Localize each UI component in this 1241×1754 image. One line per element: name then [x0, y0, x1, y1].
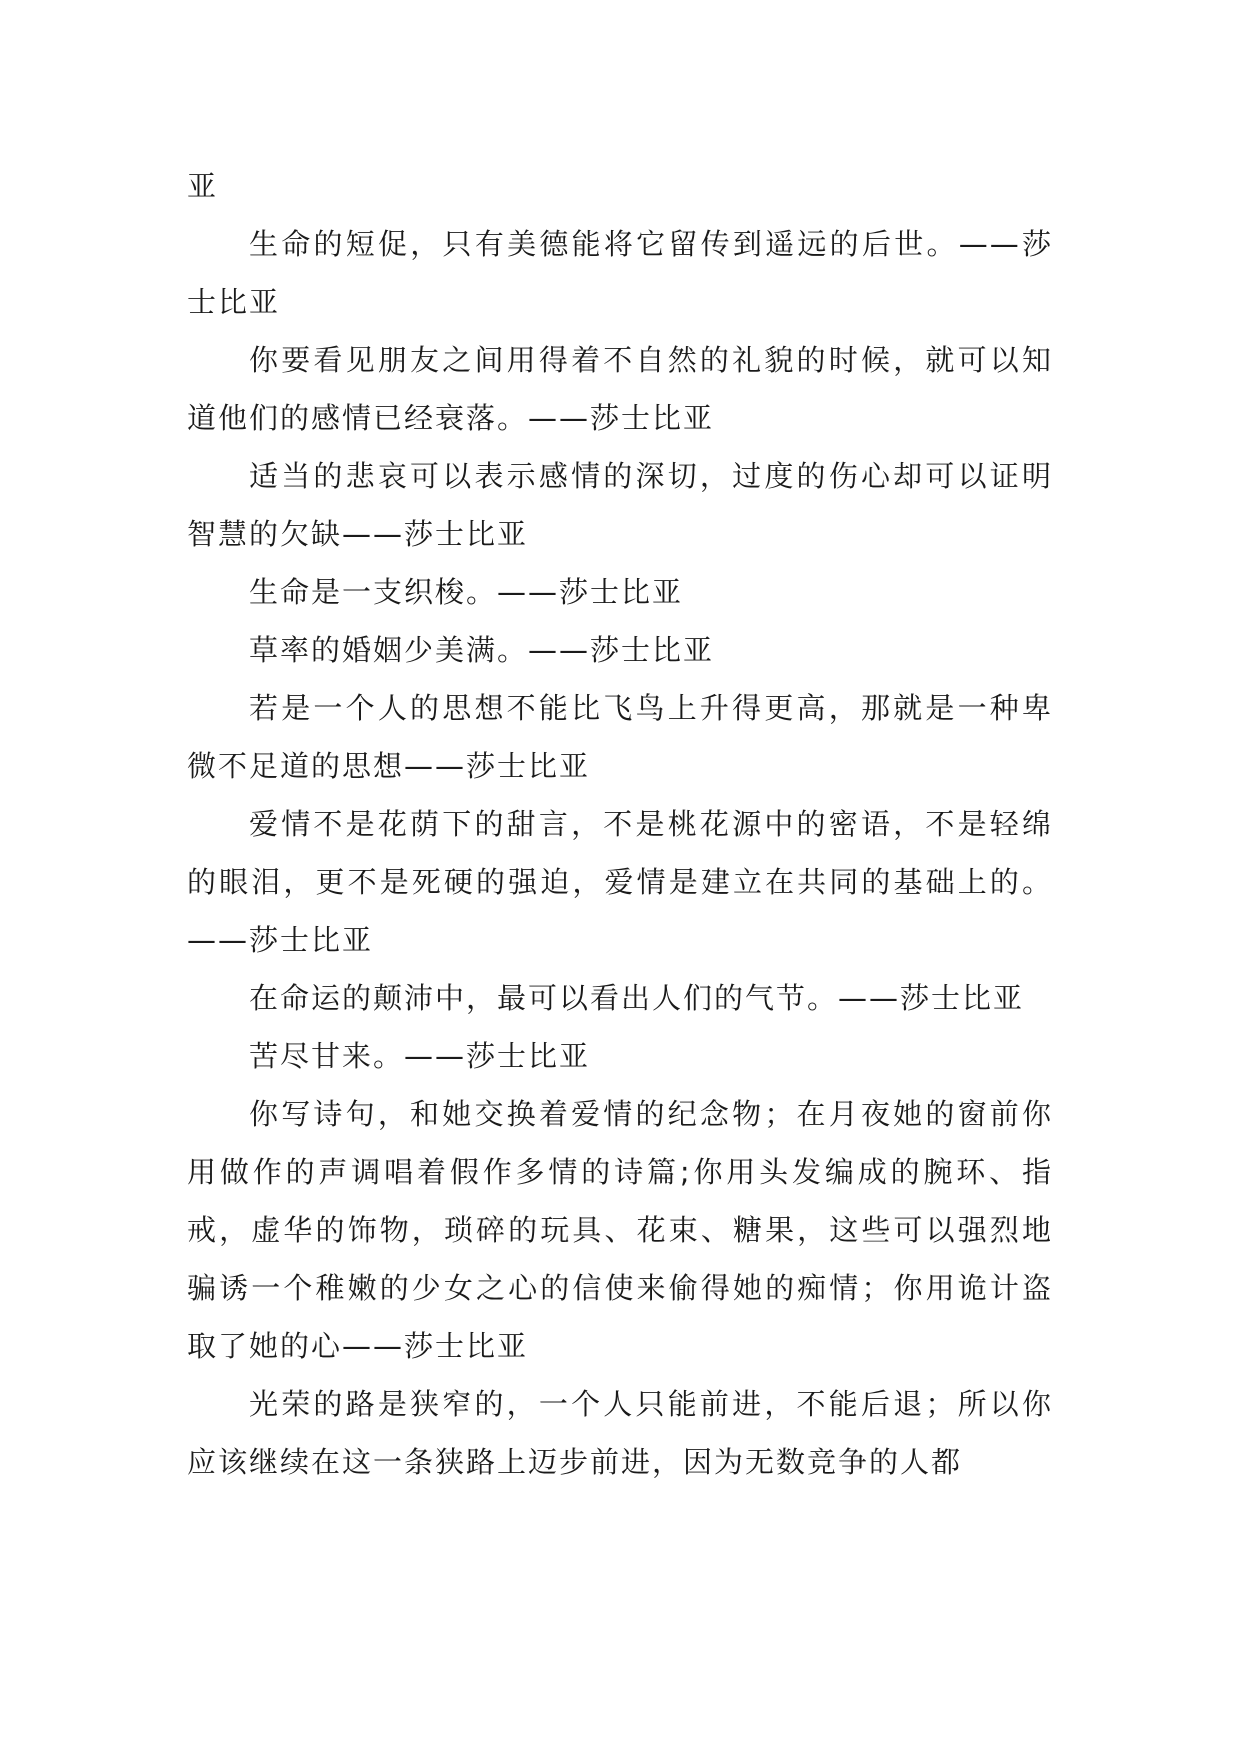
paragraph-quote: 若是一个人的思想不能比飞鸟上升得更高，那就是一种卑微不足道的思想——莎士比亚 [187, 691, 1053, 783]
paragraph-quote: 你要看见朋友之间用得着不自然的礼貌的时候，就可以知道他们的感情已经衰落。——莎士比亚 [187, 343, 1053, 435]
paragraph-quote: 生命的短促，只有美德能将它留传到遥远的后世。——莎士比亚 [187, 227, 1053, 319]
paragraph-quote: 苦尽甘来。——莎士比亚 [249, 1039, 591, 1073]
paragraph-quote: 在命运的颠沛中，最可以看出人们的气节。——莎士比亚 [249, 981, 1025, 1015]
paragraph-quote: 爱情不是花荫下的甜言，不是桃花源中的密语，不是轻绵的眼泪，更不是死硬的强迫，爱情是建立在共同的基础上的。——莎士比亚 [187, 807, 1053, 957]
paragraph-quote: 你写诗句，和她交换着爱情的纪念物；在月夜她的窗前你用做作的声调唱着假作多情的诗篇;你用头发编成的腕环、指戒，虚华的饰物，琐碎的玩具、花束、糖果，这些可以强烈地骗诱一个稚嫩的少女之心的信使来偷得她的痴情；你用诡计盗取了她的心——莎士比亚 [187, 1097, 1053, 1363]
document-body [187, 157, 1053, 1491]
paragraph-quote: 草率的婚姻少美满。——莎士比亚 [249, 633, 715, 667]
paragraph-quote: 光荣的路是狭窄的，一个人只能前进，不能后退；所以你应该继续在这一条狭路上迈步前进，因为无数竞争的人都 [187, 1387, 1053, 1479]
paragraph-quote: 适当的悲哀可以表示感情的深切，过度的伤心却可以证明智慧的欠缺——莎士比亚 [187, 459, 1053, 551]
paragraph-continuation: 亚 [187, 169, 219, 203]
paragraph-quote: 生命是一支织梭。——莎士比亚 [249, 575, 684, 609]
